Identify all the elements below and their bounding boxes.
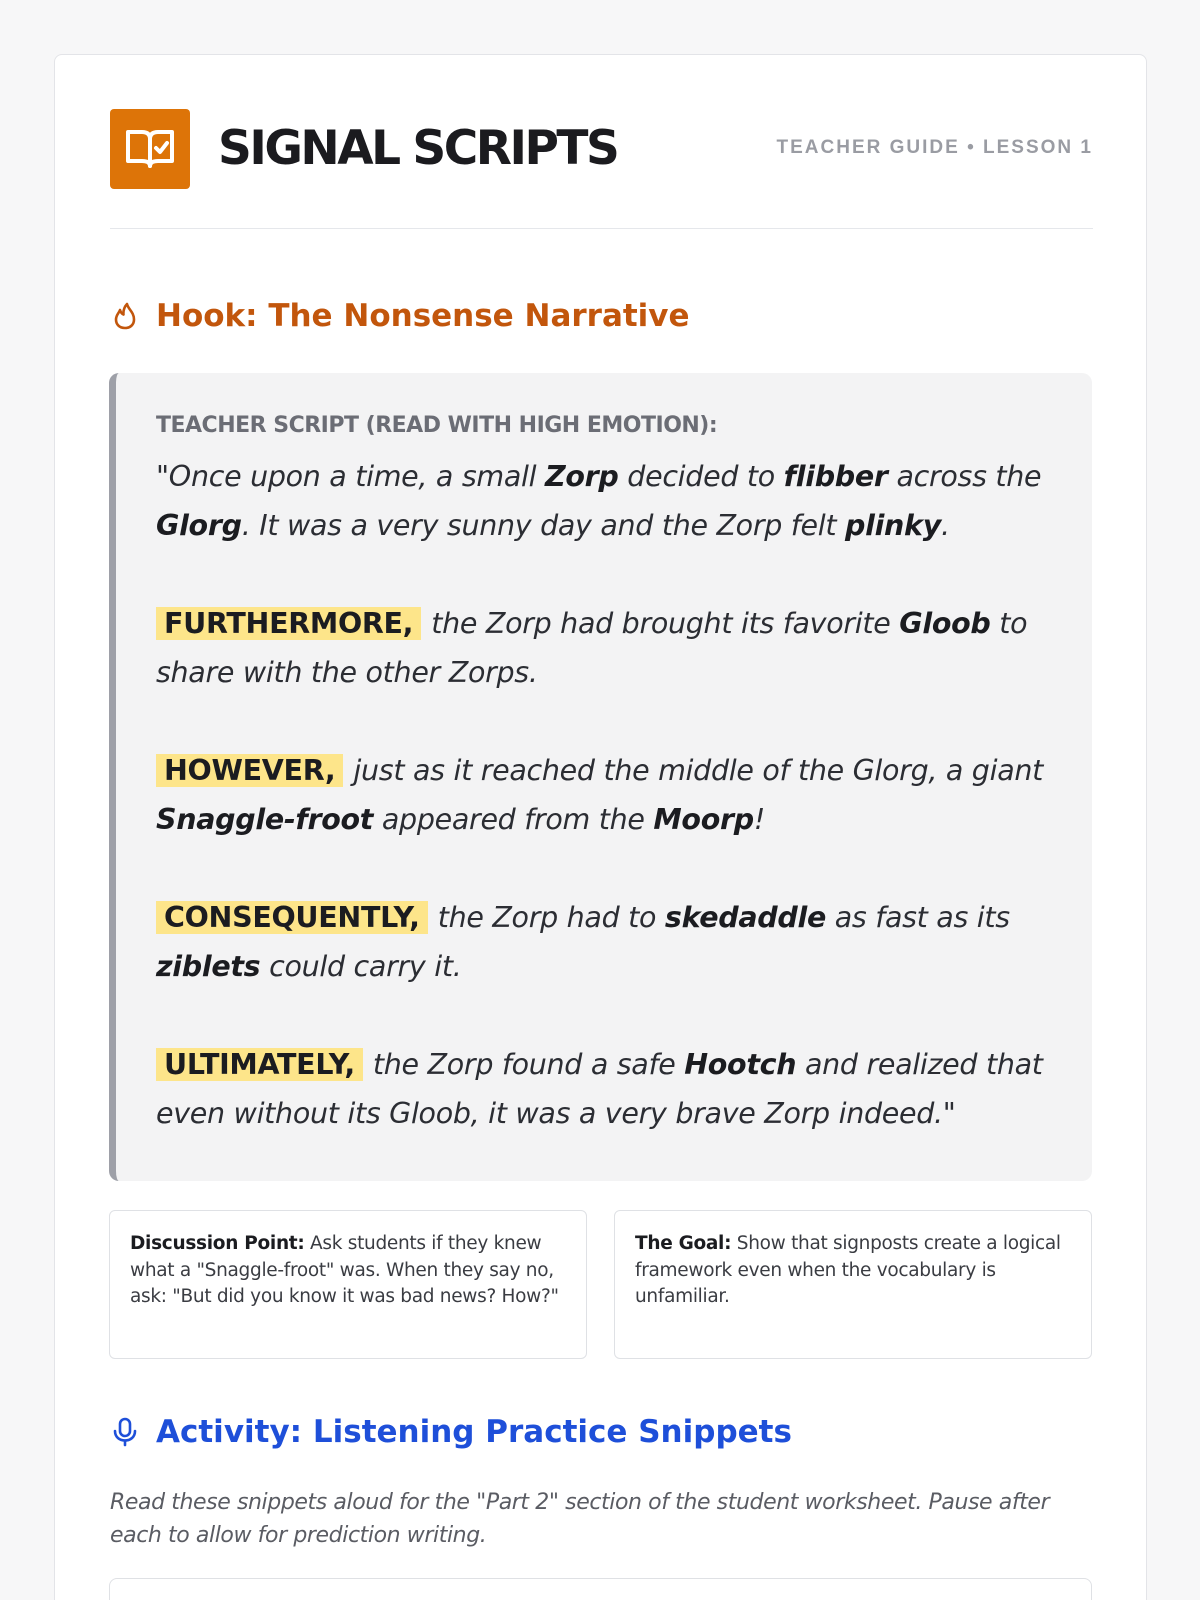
nonsense-word: Moorp (653, 803, 754, 836)
goal-text: Show that signposts create a logical framework even when the vocabulary is unfamiliar. (635, 1233, 1061, 1307)
script-text: to share with the other Zorps. (156, 607, 1028, 689)
discussion-point-card (109, 1210, 587, 1359)
signpost-highlight: FURTHERMORE, (156, 607, 421, 640)
script-text: decided to (618, 460, 784, 493)
teacher-script-box (109, 373, 1092, 1181)
script-text: the Zorp had brought its favorite (431, 607, 900, 640)
script-text: the Zorp had to (437, 901, 665, 934)
hook-section-title (110, 298, 690, 334)
script-paragraph (156, 893, 1052, 991)
script-paragraph (156, 452, 1052, 550)
nonsense-word: Snaggle-froot (156, 803, 374, 836)
discussion-text: Ask students if they knew what a "Snaggle-froot" was. When they say no, ask: "But did you know it was bad news? How?" (130, 1233, 559, 1307)
book-check-icon (110, 109, 190, 189)
script-text: just as it reached the middle of the Glorg, a giant (353, 754, 1044, 787)
script-text: . It was a very sunny day and the Zorp felt (241, 509, 846, 542)
script-text: across the (887, 460, 1042, 493)
script-paragraph (156, 746, 1052, 844)
discussion-label: Discussion Point: (130, 1233, 305, 1254)
nonsense-word: plinky (845, 509, 941, 542)
signpost-highlight: HOWEVER, (156, 754, 343, 787)
activity-title-text: Activity: Listening Practice Snippets (156, 1414, 792, 1450)
nonsense-word: Zorp (545, 460, 619, 493)
lesson-meta: TEACHER GUIDE • LESSON 1 (776, 137, 1093, 158)
script-text: ! (753, 803, 765, 836)
script-text: "Once upon a time, a small (156, 460, 546, 493)
script-paragraph (156, 1040, 1052, 1138)
page-header (110, 109, 1093, 229)
script-text: could carry it. (260, 950, 462, 983)
nonsense-word: Glorg (156, 509, 242, 542)
brand-title: SIGNAL SCRIPTS (218, 121, 618, 176)
nonsense-word: flibber (783, 460, 888, 493)
goal-label: The Goal: (635, 1233, 732, 1254)
script-paragraph (156, 599, 1052, 697)
nonsense-word: Gloob (899, 607, 991, 640)
snippet-card (109, 1578, 1092, 1600)
script-text: the Zorp found a safe (372, 1048, 685, 1081)
script-label: TEACHER SCRIPT (READ WITH HIGH EMOTION): (156, 413, 718, 438)
hook-title-text: Hook: The Nonsense Narrative (156, 298, 690, 334)
microphone-icon (110, 1417, 140, 1447)
goal-card (614, 1210, 1092, 1359)
signpost-highlight: ULTIMATELY, (156, 1048, 363, 1081)
activity-instructions: Read these snippets aloud for the "Part 2" section of the student worksheet. Pause after each to allow for prediction writing. (110, 1490, 1050, 1548)
nonsense-word: Hootch (684, 1048, 797, 1081)
nonsense-word: ziblets (156, 950, 261, 983)
script-text: appeared from the (373, 803, 654, 836)
script-text: . (940, 509, 950, 542)
signpost-highlight: CONSEQUENTLY, (156, 901, 428, 934)
flame-icon (110, 301, 140, 331)
activity-section-title (110, 1414, 792, 1450)
script-text: as fast as its (826, 901, 1010, 934)
script-paragraphs (156, 452, 1052, 1138)
nonsense-word: skedaddle (664, 901, 826, 934)
script-text: and realized that even without its Gloob, it was a very brave Zorp indeed." (156, 1048, 1043, 1130)
